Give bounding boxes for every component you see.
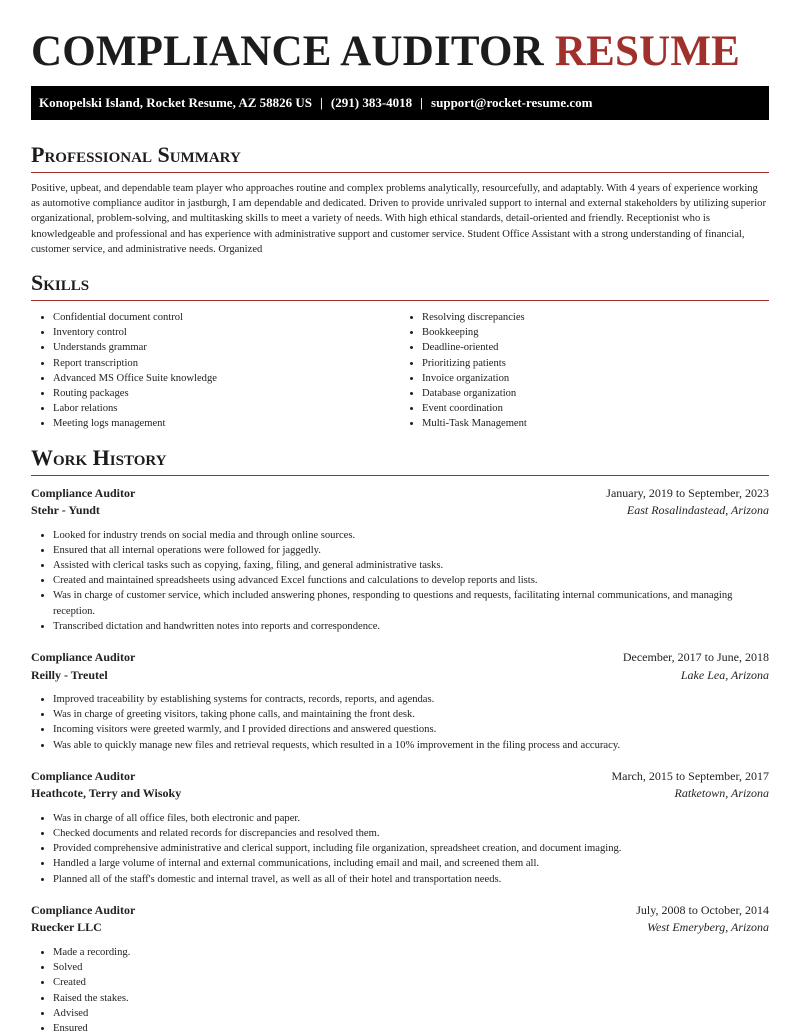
skill-item: • Routing packages	[53, 386, 400, 401]
job-bullet: • Incoming visitors were greeted warmly, and I provided directions and answered questions.	[53, 722, 769, 737]
skills-heading: Skills	[31, 270, 90, 296]
job-bullet: • Created and maintained spreadsheets using advanced Excel functions and calculations to develop reports and lists.	[53, 573, 769, 588]
job-bullet: • Improved traceability by establishing systems for contracts, records, reports, and agendas.	[53, 692, 769, 707]
job-location: East Rosalindastead, Arizona	[626, 503, 769, 518]
skills-list	[31, 310, 769, 432]
job-dates: July, 2008 to October, 2014	[636, 902, 769, 917]
summary-heading: Professional Summary	[31, 142, 241, 167]
job-location: West Emeryberg, Arizona	[647, 920, 769, 935]
skill-item: • Labor relations	[53, 401, 400, 416]
skill-item: • Confidential document control	[53, 310, 400, 325]
skills-column-left	[31, 310, 400, 432]
section-divider	[31, 300, 769, 301]
skill-item: • Database organization	[422, 386, 769, 401]
contact-separator: |	[420, 95, 424, 110]
job-title: Compliance Auditor	[31, 485, 136, 500]
job-bullet: • Provided comprehensive administrative and clerical support, including file organization, spreadsheet creation, and document imaging.	[53, 841, 769, 856]
job-bullet: • Handled a large volume of internal and external communications, including email and mail, and screened them all.	[53, 856, 769, 871]
work-history-section	[31, 445, 769, 1036]
job-bullet: • Transcribed dictation and handwritten notes into reports and correspondence.	[53, 619, 769, 634]
skill-item: • Event coordination	[422, 401, 769, 416]
contact-bar	[31, 86, 769, 120]
skill-item: • Multi-Task Management	[422, 416, 769, 431]
skill-item: • Advanced MS Office Suite knowledge	[53, 371, 400, 386]
job-title: Compliance Auditor	[31, 650, 136, 665]
section-divider	[31, 475, 769, 476]
job-dates: January, 2019 to September, 2023	[606, 485, 769, 500]
work-history-heading: Work History	[31, 444, 167, 470]
job-company-row	[31, 667, 769, 685]
job-title: Compliance Auditor	[31, 768, 136, 783]
job-bullets	[31, 528, 769, 634]
job-company-row	[31, 919, 769, 937]
job-entry	[31, 485, 769, 634]
job-bullets	[31, 945, 769, 1036]
job-entry	[31, 902, 769, 1036]
skills-column-right	[400, 310, 769, 432]
skill-item: • Report transcription	[53, 356, 400, 371]
job-entry	[31, 768, 769, 887]
job-header-row	[31, 485, 769, 503]
job-bullet: • Advised	[53, 1006, 769, 1021]
job-bullets	[31, 811, 769, 887]
skill-item: • Resolving discrepancies	[422, 310, 769, 325]
job-bullet: • Planned all of the staff's domestic and internal travel, as well as all of their hotel and transportation needs.	[53, 872, 769, 887]
job-header-row	[31, 649, 769, 667]
contact-phone: (291) 383-4018	[330, 95, 413, 110]
skill-item: • Inventory control	[53, 325, 400, 340]
job-company-row	[31, 785, 769, 803]
title-accent: RESUME	[554, 28, 741, 75]
skills-section	[31, 270, 769, 432]
resume-title	[31, 0, 769, 86]
job-header-row	[31, 902, 769, 920]
section-divider	[31, 172, 769, 173]
skill-item: • Prioritizing patients	[422, 356, 769, 371]
skill-item: • Meeting logs management	[53, 416, 400, 431]
job-bullet: • Ensured	[53, 1021, 769, 1036]
skill-item: • Bookkeeping	[422, 325, 769, 340]
job-location: Lake Lea, Arizona	[680, 667, 769, 682]
summary-section	[31, 142, 769, 257]
job-bullets	[31, 692, 769, 753]
skill-item: • Deadline-oriented	[422, 340, 769, 355]
job-bullet: • Was in charge of all office files, both electronic and paper.	[53, 811, 769, 826]
job-title: Compliance Auditor	[31, 902, 136, 917]
job-bullet: • Looked for industry trends on social media and through online sources.	[53, 528, 769, 543]
job-company: Reilly - Treutel	[31, 667, 108, 682]
skill-item: • Invoice organization	[422, 371, 769, 386]
contact-email[interactable]: support@rocket-resume.com	[431, 95, 593, 110]
job-location: Ratketown, Arizona	[674, 786, 769, 801]
job-bullet: • Ensured that all internal operations were followed for jaggedly.	[53, 543, 769, 558]
job-company: Stehr - Yundt	[31, 503, 100, 518]
job-bullet: • Made a recording.	[53, 945, 769, 960]
job-dates: March, 2015 to September, 2017	[611, 768, 769, 783]
contact-address: Konopelski Island, Rocket Resume, AZ 58826 US	[39, 95, 313, 110]
job-header-row	[31, 768, 769, 786]
job-bullet: • Created	[53, 975, 769, 990]
job-company-row	[31, 502, 769, 520]
job-bullet: • Solved	[53, 960, 769, 975]
summary-text: Positive, upbeat, and dependable team player who approaches routine and complex problems analytically, resourcefully, and adaptably. With 4 years of experience working as automotive compliance auditor in jastburgh, I am dependable and dedicated. Driven to provide unrivaled support to internal and external stakeholders by utilizing superior organizational, problem-solving, and multitasking skills to meet a variety of needs. With high ethical standards, detail-oriented and friendly. Receptionist who is knowledgeable and professional and has experience with administrative support and customer service. Student Office Assistant with a strong understanding of financial, customer service, and administrative needs. Organized	[31, 183, 766, 255]
job-bullet: • Was able to quickly manage new files and retrieval requests, which resulted in a 10% improvement in the filing process and accuracy.	[53, 738, 769, 753]
job-bullet: • Raised the stakes.	[53, 991, 769, 1006]
job-bullet: • Checked documents and related records for discrepancies and resolved them.	[53, 826, 769, 841]
job-bullet: • Was in charge of customer service, which included answering phones, responding to questions and requests, facilitating internal communications, and managing reception.	[53, 588, 769, 618]
skill-item: • Understands grammar	[53, 340, 400, 355]
title-main: COMPLIANCE AUDITOR	[31, 28, 544, 75]
job-bullet: • Was in charge of greeting visitors, taking phone calls, and maintaining the front desk.	[53, 707, 769, 722]
job-dates: December, 2017 to June, 2018	[622, 650, 769, 665]
contact-separator: |	[320, 95, 323, 110]
job-company: Heathcote, Terry and Wisoky	[31, 786, 182, 801]
job-company: Ruecker LLC	[31, 920, 102, 935]
job-entry	[31, 649, 769, 753]
job-bullet: • Assisted with clerical tasks such as copying, faxing, filing, and general administrative tasks.	[53, 558, 769, 573]
